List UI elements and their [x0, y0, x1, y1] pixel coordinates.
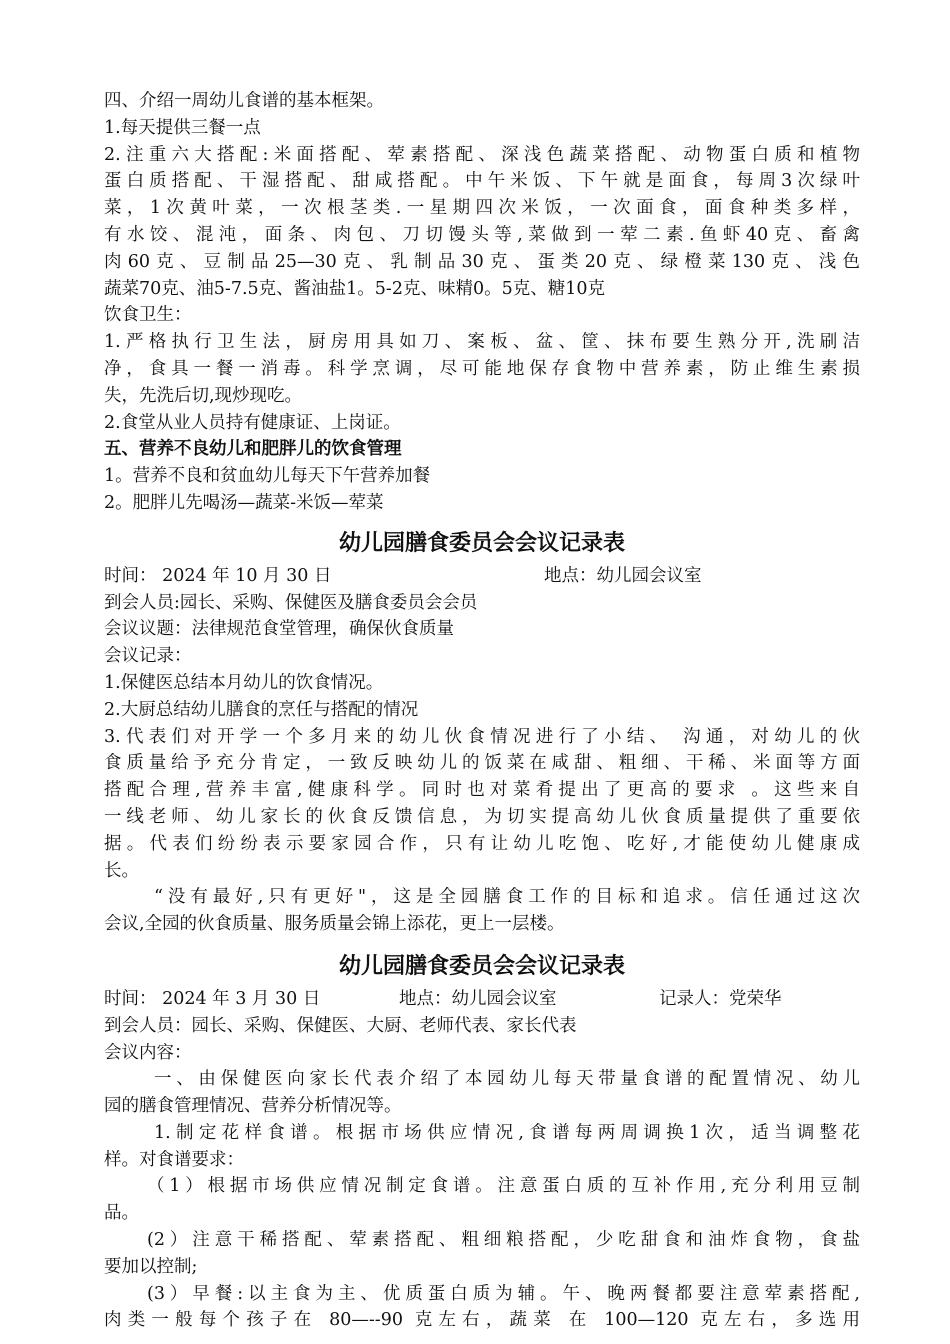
section4-line: 2.注重六大搭配:米面搭配、荤素搭配、深浅色蔬菜搭配、动物蛋白质和植物 — [104, 144, 860, 165]
section4-line: 蛋白质搭配、干湿搭配、甜咸搭配。中午米饭、下午就是面食，每周3次绿叶 — [104, 171, 860, 192]
record2-para3: 品。 — [104, 1203, 139, 1224]
record1-time: 时间： 2024 年 10 月 30 日 — [104, 565, 332, 586]
section4-line: 有水饺、混沌，面条、肉包、刀切馒头等,菜做到一荤二素.鱼虾40克、畜禽 — [104, 224, 860, 245]
record1-line: 据。代表们纷纷表示要家园合作，只有让幼儿吃饱、吃好,才能使幼儿健康成 — [104, 833, 860, 854]
record2-time: 时间： 2024 年 3 月 30 日 — [104, 988, 321, 1009]
section4-line: 肉60克、豆制品25—30克、乳制品30克、蛋类20克、绿橙菜130克、浅色 — [104, 251, 860, 272]
record2-para4: (2）注意干稀搭配、荤素搭配、粗细粮搭配，少吃甜食和油炸食物，食盐 — [147, 1230, 860, 1251]
hygiene-heading: 饮食卫生： — [104, 305, 192, 326]
record2-para3: （1）根据市场供应情况制定食谱。注意蛋白质的互补作用,充分利用豆制 — [147, 1176, 860, 1197]
record1-closing: 会议,全园的伙食质量、服务质量会锦上添花，更上一层楼。 — [104, 914, 565, 935]
section4-line: 1.每天提供三餐一点 — [104, 117, 261, 138]
record2-content-label: 会议内容： — [104, 1042, 192, 1063]
record1-attendees: 到会人员:园长、采购、保健医及膳食委员会会员 — [104, 592, 478, 613]
record2-meta-row — [104, 986, 860, 1013]
record2-title: 幼儿园膳食委员会会议记录表 — [338, 952, 625, 979]
record1-record-label: 会议记录： — [104, 646, 192, 667]
hygiene-line: 1.严格执行卫生法，厨房用具如刀、案板、盆、筐、抹布要生熟分开,洗刷洁 — [104, 332, 860, 353]
record2-para1: 一、由保健医向家长代表介绍了本园幼儿每天带量食谱的配置情况、幼儿 — [154, 1069, 860, 1090]
section4-line: 菜，1次黄叶菜，一次根茎类.一星期四次米饭，一次面食，面食种类多样， — [104, 198, 860, 219]
record2-recorder: 记录人：党荣华 — [659, 988, 782, 1009]
record2-para2: 样。对食谱要求： — [104, 1149, 244, 1170]
hygiene-line: 2.食堂从业人员持有健康证、上岗证。 — [104, 412, 401, 433]
record1-place: 地点：幼儿园会议室 — [544, 565, 702, 586]
record1-line: 1.保健医总结本月幼儿的饮食情况。 — [104, 672, 384, 693]
record1-title: 幼儿园膳食委员会会议记录表 — [338, 529, 625, 556]
record1-line: 3.代表们对开学一个多月来的幼儿伙食情况进行了小结、 沟通，对幼儿的伙 — [104, 726, 860, 747]
hygiene-line: 失，先洗后切,现炒现吃。 — [104, 385, 303, 406]
section4-heading: 四、介绍一周幼儿食谱的基本框架。 — [104, 91, 384, 111]
record2-para1: 园的膳食管理情况、营养分析情况等。 — [104, 1096, 402, 1117]
record2-para2: 1.制定花样食谱。根据市场供应情况,食谱每两周调换1次，适当调整花 — [154, 1122, 860, 1143]
record1-line: 一线老师、幼儿家长的伙食反馈信息，为切实提高幼儿伙食质量提供了重要依 — [104, 806, 860, 827]
record2-attendees: 到会人员：园长、采购、保健医、大厨、老师代表、家长代表 — [104, 1015, 577, 1036]
record2-para5: (3）早餐:以主食为主、优质蛋白质为辅。午、晚两餐都要注意荤素搭配, — [147, 1283, 860, 1304]
record1-meta-row — [104, 563, 860, 590]
section5-line: 2。肥胖儿先喝汤—蔬菜-米饭—荤菜 — [104, 492, 384, 513]
section5-heading: 五、营养不良幼儿和肥胖儿的饮食管理 — [104, 439, 402, 460]
record2-para5: 肉类一般每个孩子在 80—--90 克左右，蔬菜 在 100—120 克左右，多选用 — [104, 1310, 860, 1331]
record1-line: 2.大厨总结幼儿膳食的烹任与搭配的情况 — [104, 699, 419, 720]
section5-line: 1。营养不良和贫血幼儿每天下午营养加餐 — [104, 466, 431, 487]
record2-place: 地点：幼儿园会议室 — [399, 988, 557, 1009]
record1-topic: 会议议题：法律规范食堂管理，确保伙食质量 — [104, 619, 454, 640]
record2-para4: 要加以控制; — [104, 1256, 198, 1277]
section4-line: 蔬菜70克、油5-7.5克、酱油盐1。5-2克、味精0。5克、糖10克 — [104, 278, 605, 299]
document-page — [104, 88, 860, 1334]
hygiene-line: 净，食具一餐一消毒。科学烹调，尽可能地保存食物中营养素，防止维生素损 — [104, 358, 860, 379]
record1-line: 长。 — [104, 860, 139, 881]
record1-line: 搭配合理,营养丰富,健康科学。同时也对菜肴提出了更高的要求 。这些来自 — [104, 780, 860, 801]
record1-line: 食质量给予充分肯定，一致反映幼儿的饭菜在咸甜、粗细、干稀、米面等方面 — [104, 753, 860, 774]
record1-closing: “没有最好,只有更好"，这是全园膳食工作的目标和追求。信任通过这次 — [154, 887, 860, 908]
